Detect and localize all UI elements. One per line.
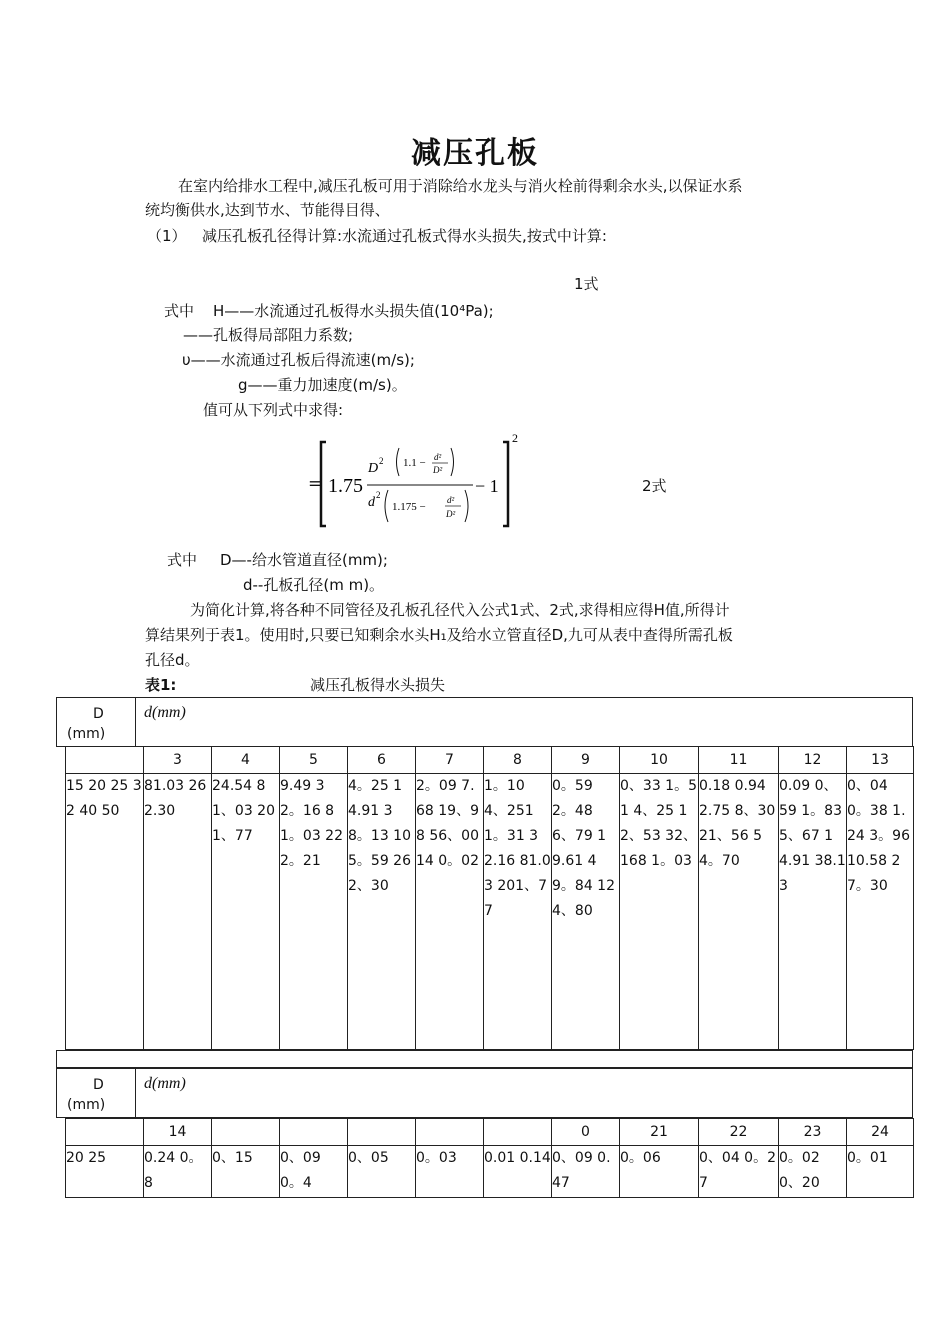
table-1-header xyxy=(56,697,913,747)
table-1-d-header xyxy=(136,698,913,747)
table-2-col xyxy=(484,1119,552,1146)
table-2-col xyxy=(348,1119,416,1146)
definition-H: H——水流通过孔板得水头损失值(10⁴Pa); xyxy=(213,302,494,320)
zeta-source-text: 值可从下列式中求得: xyxy=(203,401,344,419)
table-2-D-label: D xyxy=(93,1077,104,1093)
svg-text:d: d xyxy=(368,495,375,510)
svg-text:1.75: 1.75 xyxy=(328,475,363,497)
table-2-col xyxy=(212,1119,280,1146)
svg-text:d²: d² xyxy=(447,495,455,505)
table-2-col xyxy=(416,1119,484,1146)
equation-2-formula xyxy=(310,428,530,532)
table-2-D-unit: (mm) xyxy=(67,1097,106,1113)
intro-line-1: 在室内给排水工程中,减压孔板可用于消除给水龙头与消火栓前得剩余水头,以保证水系 xyxy=(178,177,743,195)
table-2-cell: 0。01 xyxy=(847,1146,914,1198)
table-2-col: 24 xyxy=(847,1119,914,1146)
table-1-cell: 0、04 0。38 1.24 3。96 10.58 27。30 xyxy=(847,774,914,1050)
table-2-col: 14 xyxy=(144,1119,212,1146)
table-2-cell: 0.24 0。8 xyxy=(144,1146,212,1198)
simplify-line-1: 为简化计算,将各种不同管径及孔板孔径代入公式1式、2式,求得相应得H值,所得计 xyxy=(190,601,730,619)
table-1-col: 11 xyxy=(699,747,779,774)
equation-2-label: 2式 xyxy=(642,477,667,495)
table-1-d-label: d(mm) xyxy=(144,704,186,721)
table-2-D-header xyxy=(57,1069,136,1118)
table-caption: 减压孔板得水头损失 xyxy=(310,676,446,694)
table-2-d-label: d(mm) xyxy=(144,1075,186,1092)
svg-text:1.175 −: 1.175 − xyxy=(392,501,426,513)
table-1-cell: 0、33 1。51 4、25 12、53 32、168 1。03 xyxy=(620,774,699,1050)
item-1-number: （1） xyxy=(147,227,187,245)
simplify-line-3: 孔径d。 xyxy=(145,651,200,669)
table-2-col: 22 xyxy=(699,1119,779,1146)
table-1-D-unit: (mm) xyxy=(67,726,106,742)
table-2-cell: 0、09 0。4 xyxy=(280,1146,348,1198)
svg-text:2: 2 xyxy=(376,490,381,500)
table-2-col: 0 xyxy=(552,1119,620,1146)
table-1-D-header xyxy=(57,698,136,747)
intro-line-2: 统均衡供水,达到节水、节能得目得、 xyxy=(145,201,390,219)
svg-text:− 1: − 1 xyxy=(475,476,499,496)
table-2-cell: 0。03 xyxy=(416,1146,484,1198)
table-1-col: 3 xyxy=(144,747,212,774)
svg-text:D²: D² xyxy=(433,465,443,475)
definition-d: d--孔板孔径(m m)。 xyxy=(243,576,385,594)
table-2-cell: 0、05 xyxy=(348,1146,416,1198)
table-2-col: 21 xyxy=(620,1119,699,1146)
table-2 xyxy=(65,1118,914,1198)
svg-text:d²: d² xyxy=(434,452,442,462)
definition-zeta: ——孔板得局部阻力系数; xyxy=(183,326,354,344)
table-1-col: 12 xyxy=(779,747,847,774)
table-2-header xyxy=(56,1068,913,1118)
table-2-column-header-row xyxy=(66,1119,914,1146)
equation-2-lhs: = xyxy=(308,474,323,494)
table-1-col: 13 xyxy=(847,747,914,774)
table-1-cell: 9.49 32。16 81。03 222。21 xyxy=(280,774,348,1050)
table-1-cell: 4。25 14.91 38。13 105。59 262、30 xyxy=(348,774,416,1050)
table-label: 表1: xyxy=(145,676,177,694)
table-1-cell: 0。59 2。48 6、79 19.61 49。84 124、80 xyxy=(552,774,620,1050)
definition-prefix: 式中 xyxy=(164,302,195,320)
svg-text:1.1 −: 1.1 − xyxy=(403,457,426,469)
table-1-cell: 0.09 0、59 1。83 5、67 14.91 38.13 xyxy=(779,774,847,1050)
table-2-d-header xyxy=(136,1069,913,1118)
table-1-column-header-row xyxy=(66,747,914,774)
table-1-D-label: D xyxy=(93,706,104,722)
table-1-col: 9 xyxy=(552,747,620,774)
table-2-D-values: 20 25 xyxy=(66,1146,144,1198)
table-1 xyxy=(65,746,914,1050)
definition-2-prefix: 式中 xyxy=(167,551,198,569)
table-2-corner xyxy=(66,1119,144,1146)
table-1-col: 8 xyxy=(484,747,552,774)
table-1-corner xyxy=(66,747,144,774)
table-separator xyxy=(56,1050,913,1068)
page-title: 减压孔板 xyxy=(411,136,539,171)
table-2-cell: 0.01 0.14 xyxy=(484,1146,552,1198)
table-2-cell: 0、04 0。27 xyxy=(699,1146,779,1198)
table-2-row xyxy=(66,1146,914,1198)
table-2-cell: 0。02 0、20 xyxy=(779,1146,847,1198)
item-1-text: 减压孔板孔径得计算:水流通过孔板式得水头损失,按式中计算: xyxy=(202,227,607,245)
svg-text:2: 2 xyxy=(512,431,518,445)
simplify-line-2: 算结果列于表1。使用时,只要已知剩余水头H₁及给水立管直径D,九可从表中查得所需孔板 xyxy=(145,626,733,644)
table-1-row xyxy=(66,774,914,1050)
table-2-col xyxy=(280,1119,348,1146)
table-1-cell: 1。10 4、251 1。31 32.16 81.03 201、77 xyxy=(484,774,552,1050)
table-1-col: 7 xyxy=(416,747,484,774)
table-1-col: 4 xyxy=(212,747,280,774)
svg-text:D²: D² xyxy=(446,509,456,519)
table-1-col: 6 xyxy=(348,747,416,774)
table-1-col: 10 xyxy=(620,747,699,774)
table-2-cell: 0、15 xyxy=(212,1146,280,1198)
svg-text:D: D xyxy=(368,461,379,476)
table-2-col: 23 xyxy=(779,1119,847,1146)
table-1-cell: 81.03 262.30 xyxy=(144,774,212,1050)
table-1-col: 5 xyxy=(280,747,348,774)
table-1-cell: 2。09 7.68 19、98 56、00 14 0。02 xyxy=(416,774,484,1050)
definition-v: υ——水流通过孔板后得流速(m/s); xyxy=(182,351,415,369)
table-1-cell: 24.54 8 1、03 201、77 xyxy=(212,774,280,1050)
equation-1-label: 1式 xyxy=(574,275,599,293)
table-1-cell: 0.18 0.94 2.75 8、30 21、56 54。70 xyxy=(699,774,779,1050)
table-2-cell: 0、09 0.47 xyxy=(552,1146,620,1198)
definition-g: g——重力加速度(m/s)。 xyxy=(238,376,407,394)
table-1-D-values: 15 20 25 32 40 50 xyxy=(66,774,144,1050)
table-2-cell: 0。06 xyxy=(620,1146,699,1198)
definition-D: D—-给水管道直径(mm); xyxy=(220,551,388,569)
svg-text:2: 2 xyxy=(379,456,384,466)
